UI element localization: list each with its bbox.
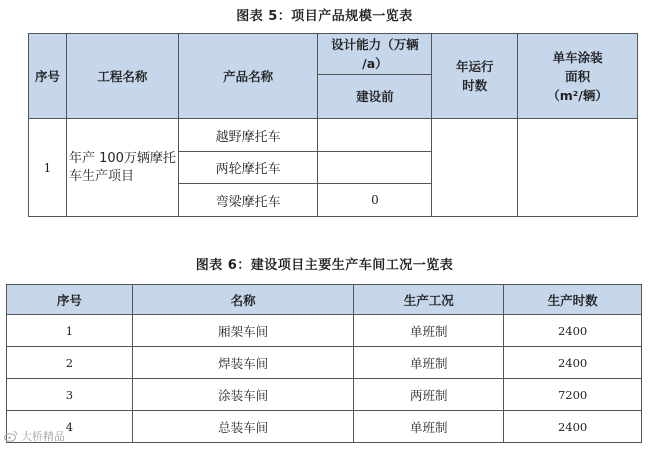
header-seq: 序号 bbox=[29, 34, 67, 119]
table-row bbox=[7, 315, 642, 347]
header-area bbox=[518, 34, 638, 119]
product-capacity bbox=[318, 119, 432, 152]
table-row bbox=[7, 379, 642, 411]
cell-seq: 3 bbox=[7, 379, 133, 411]
cell-hours: 2400 bbox=[504, 315, 642, 347]
cell-seq: 4 bbox=[7, 411, 133, 443]
header-hours-line2: 时数 bbox=[462, 78, 488, 93]
table-row bbox=[7, 347, 642, 379]
table5-caption: 图表 5：项目产品规模一览表 bbox=[236, 9, 413, 24]
product-capacity: 0 bbox=[318, 184, 432, 217]
cell-name: 厢架车间 bbox=[132, 315, 354, 347]
row-area bbox=[518, 119, 638, 217]
table-row bbox=[7, 411, 642, 443]
row-seq: 1 bbox=[29, 119, 67, 217]
header-area-line2: 面积 bbox=[565, 68, 591, 84]
header-capacity-line2: /a） bbox=[362, 56, 388, 71]
product-name: 弯梁摩托车 bbox=[178, 184, 318, 217]
cell-name: 涂装车间 bbox=[132, 379, 354, 411]
product-name: 越野摩托车 bbox=[178, 119, 318, 152]
watermark bbox=[4, 428, 65, 444]
header-hours bbox=[432, 34, 518, 119]
product-capacity bbox=[318, 152, 432, 184]
header-project: 工程名称 bbox=[66, 34, 178, 119]
header-capacity bbox=[318, 34, 432, 75]
row-project-line2: 车生产项目 bbox=[68, 168, 134, 184]
cell-seq: 2 bbox=[7, 347, 133, 379]
cell-name: 焊装车间 bbox=[132, 347, 354, 379]
product-scale-table bbox=[28, 33, 638, 217]
row-project-line1: 年产 100万辆摩托 bbox=[68, 150, 176, 166]
watermark-text: 大桥精品 bbox=[21, 430, 65, 443]
cell-seq: 1 bbox=[7, 315, 133, 347]
cell-condition: 单班制 bbox=[354, 347, 504, 379]
cell-condition: 单班制 bbox=[354, 315, 504, 347]
cell-hours: 7200 bbox=[504, 379, 642, 411]
header-area-line3: （m²/辆） bbox=[547, 87, 608, 103]
header-capacity-sub: 建设前 bbox=[318, 75, 432, 119]
cell-condition: 单班制 bbox=[354, 411, 504, 443]
header-hours: 生产时数 bbox=[504, 285, 642, 315]
header-capacity-line1: 设计能力（万辆 bbox=[331, 37, 419, 52]
row-hours bbox=[432, 119, 518, 217]
weibo-icon bbox=[4, 430, 18, 442]
cell-condition: 两班制 bbox=[354, 379, 504, 411]
row-project bbox=[66, 119, 178, 217]
product-name: 两轮摩托车 bbox=[178, 152, 318, 184]
header-area-line1: 单车涂装 bbox=[552, 49, 603, 65]
cell-hours: 2400 bbox=[504, 347, 642, 379]
workshop-table bbox=[6, 284, 642, 443]
header-name: 名称 bbox=[132, 285, 354, 315]
cell-hours: 2400 bbox=[504, 411, 642, 443]
header-product: 产品名称 bbox=[178, 34, 318, 119]
cell-name: 总装车间 bbox=[132, 411, 354, 443]
header-hours-line1: 年运行 bbox=[455, 59, 494, 74]
header-condition: 生产工况 bbox=[354, 285, 504, 315]
header-seq: 序号 bbox=[7, 285, 133, 315]
table6-caption: 图表 6：建设项目主要生产车间工况一览表 bbox=[195, 258, 454, 273]
